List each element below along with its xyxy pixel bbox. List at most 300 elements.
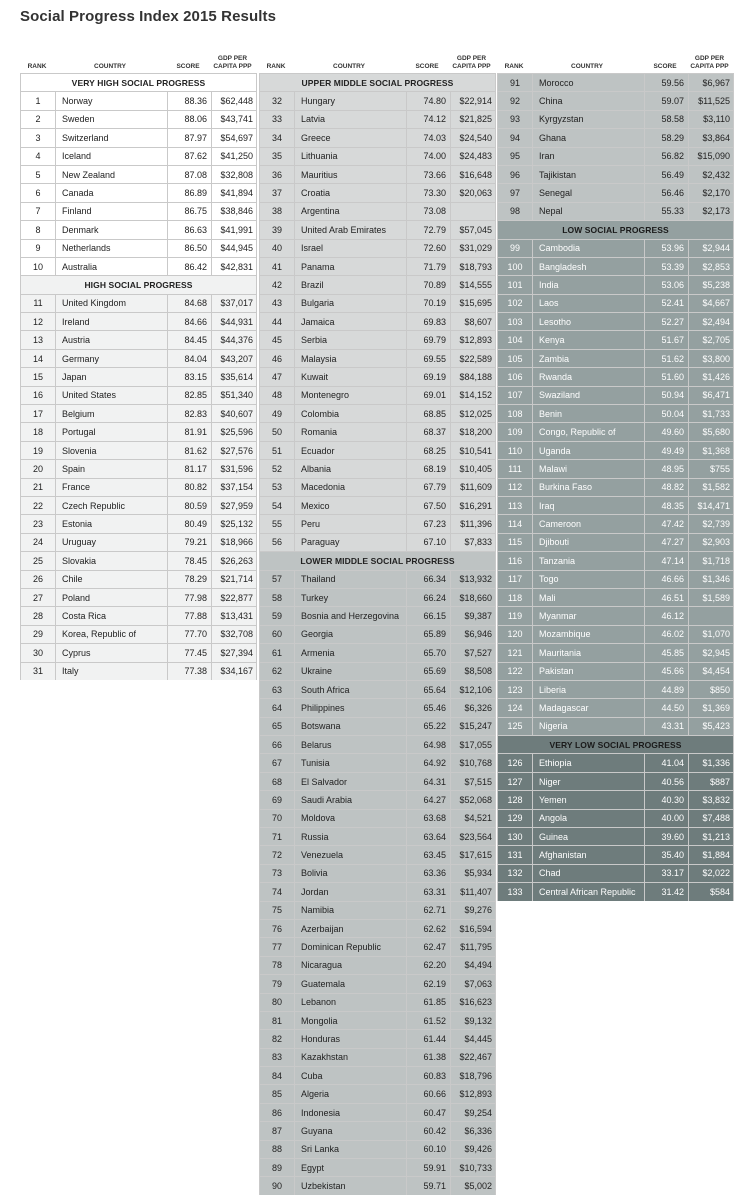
rank-cell: 58 [271,592,282,603]
country-cell: Hungary [294,92,406,109]
gdp-cell: $27,576 [211,442,256,459]
score-cell: 62.20 [406,957,450,974]
score-cell: 59.07 [644,92,688,109]
score-cell: 78.45 [167,552,211,569]
score-cell: 48.82 [644,479,688,496]
country-cell: Macedonia [294,479,406,496]
score-cell: 67.50 [406,497,450,514]
rank-cell: 65 [271,721,282,732]
score-cell: 65.70 [406,644,450,661]
rank-cell: 2 [35,114,41,125]
table-row [498,680,733,698]
score-cell: 74.03 [406,129,450,146]
country-cell: Latvia [294,111,406,128]
table-row [260,349,495,367]
table-row [498,864,733,882]
score-cell: 74.12 [406,111,450,128]
country-cell: Guyana [294,1122,406,1139]
score-cell: 78.29 [167,571,211,588]
country-cell: Georgia [294,626,406,643]
country-cell: Denmark [55,221,167,238]
score-cell: 68.37 [406,423,450,440]
score-cell: 56.82 [644,148,688,165]
rank-cell: 110 [507,445,523,456]
country-cell: Guatemala [294,975,406,992]
rank-cell: 79 [271,978,282,989]
country-cell: Congo, Republic of [532,423,644,440]
score-cell: 62.19 [406,975,450,992]
rank-cell: 32 [271,96,282,107]
table-row [260,845,495,863]
rank-cell: 68 [271,776,282,787]
gdp-cell: $25,596 [211,423,256,440]
rank-cell: 101 [507,279,523,290]
header-gdp: GDP PER CAPITA PPP [690,55,729,70]
table-row [498,827,733,845]
rank-cell: 109 [507,427,523,438]
gdp-cell: $2,705 [688,331,733,348]
table-row [498,588,733,606]
rank-cell: 71 [271,831,282,842]
score-cell: 83.15 [167,368,211,385]
score-cell: 82.85 [167,387,211,404]
gdp-cell: $5,238 [688,276,733,293]
gdp-cell [688,607,733,624]
rank-cell: 128 [507,794,523,805]
rank-cell: 27 [32,592,43,603]
gdp-cell: $38,846 [211,203,256,220]
table-row [21,239,256,257]
rank-cell: 61 [271,647,282,658]
score-cell: 67.23 [406,515,450,532]
table-row [21,386,256,404]
table-row [498,625,733,643]
rank-cell: 125 [507,721,523,732]
country-cell: Mozambique [532,626,644,643]
score-cell: 43.31 [644,718,688,735]
score-cell: 67.10 [406,534,450,551]
score-cell: 84.04 [167,350,211,367]
gdp-cell: $1,336 [688,754,733,771]
score-cell: 63.31 [406,883,450,900]
gdp-cell: $26,263 [211,552,256,569]
table-row [260,496,495,514]
rank-cell: 67 [271,758,282,769]
score-cell: 65.64 [406,681,450,698]
score-cell: 65.46 [406,699,450,716]
country-cell: Sweden [55,111,167,128]
country-cell: Ecuador [294,442,406,459]
rank-cell: 26 [32,574,43,585]
rank-cell: 69 [271,794,282,805]
rank-cell: 66 [271,739,282,750]
rank-cell: 42 [271,279,282,290]
rank-cell: 114 [507,519,523,530]
rank-cell: 3 [35,132,41,143]
gdp-cell: $12,106 [450,681,495,698]
gdp-cell: $1,589 [688,589,733,606]
gdp-cell: $850 [688,681,733,698]
table-row [21,496,256,514]
rank-cell: 93 [509,114,520,125]
country-cell: Uruguay [55,534,167,551]
country-cell: Costa Rica [55,607,167,624]
gdp-cell: $584 [688,883,733,900]
country-cell: Afghanistan [532,846,644,863]
country-cell: Indonesia [294,1104,406,1121]
rank-cell: 121 [507,647,523,658]
rank-cell: 105 [507,353,523,364]
gdp-cell: $18,793 [450,258,495,275]
score-cell: 62.47 [406,938,450,955]
table-row [498,422,733,440]
gdp-cell: $6,326 [450,699,495,716]
table-row [21,441,256,459]
rank-cell: 106 [507,371,523,382]
gdp-cell: $8,607 [450,313,495,330]
rank-cell: 118 [507,592,523,603]
country-cell: Romania [294,423,406,440]
gdp-cell: $34,167 [211,663,256,680]
score-cell: 87.62 [167,148,211,165]
gdp-cell: $2,022 [688,865,733,882]
rank-cell: 39 [271,224,282,235]
score-cell: 63.68 [406,810,450,827]
table-row [260,717,495,735]
country-cell: Kazakhstan [294,1049,406,1066]
country-cell: Botswana [294,718,406,735]
gdp-cell: $7,527 [450,644,495,661]
rank-cell: 131 [507,850,523,861]
score-cell: 65.22 [406,718,450,735]
gdp-cell: $57,045 [450,221,495,238]
country-cell: Iceland [55,148,167,165]
gdp-cell: $4,445 [450,1030,495,1047]
gdp-cell: $37,154 [211,479,256,496]
rank-cell: 84 [271,1070,282,1081]
table-row [260,772,495,790]
table-row [260,183,495,201]
score-cell: 80.49 [167,515,211,532]
country-cell: France [55,479,167,496]
score-cell: 45.66 [644,663,688,680]
table-row [21,588,256,606]
country-cell: Mexico [294,497,406,514]
country-cell: Poland [55,589,167,606]
rank-cell: 1 [35,96,41,107]
score-cell: 66.24 [406,589,450,606]
gdp-cell: $84,188 [450,368,495,385]
score-cell: 64.92 [406,754,450,771]
rank-cell: 37 [271,188,282,199]
gdp-cell: $3,800 [688,350,733,367]
rank-cell: 127 [507,776,523,787]
country-cell: Albania [294,460,406,477]
rank-cell: 53 [271,482,282,493]
gdp-cell: $31,029 [450,240,495,257]
score-cell: 52.27 [644,313,688,330]
score-cell: 59.56 [644,74,688,91]
country-cell: Azerbaijan [294,920,406,937]
gdp-cell: $1,582 [688,479,733,496]
gdp-cell: $17,055 [450,736,495,753]
gdp-cell: $44,945 [211,240,256,257]
country-cell: Moldova [294,810,406,827]
gdp-cell: $9,426 [450,1141,495,1158]
gdp-cell: $6,471 [688,387,733,404]
score-cell: 60.66 [406,1085,450,1102]
score-cell: 63.64 [406,828,450,845]
country-cell: Ghana [532,129,644,146]
score-cell: 51.67 [644,331,688,348]
rank-cell: 107 [507,390,523,401]
score-cell: 63.45 [406,846,450,863]
table-row [260,165,495,183]
gdp-cell: $2,173 [688,203,733,220]
table-row [498,662,733,680]
rank-cell: 123 [507,684,523,695]
score-cell: 69.83 [406,313,450,330]
table-row [21,625,256,643]
country-cell: Lithuania [294,148,406,165]
table-row [21,551,256,569]
table-row [260,367,495,385]
table-row [21,478,256,496]
country-cell: Djibouti [532,534,644,551]
table-row [260,570,495,588]
country-cell: United Arab Emirates [294,221,406,238]
country-cell: Nigeria [532,718,644,735]
score-cell: 46.12 [644,607,688,624]
rank-cell: 116 [507,555,523,566]
table-row [260,294,495,312]
gdp-cell: $5,423 [688,718,733,735]
table-row [260,588,495,606]
page-title: Social Progress Index 2015 Results [20,8,277,25]
table-row [498,349,733,367]
header-score: SCORE [415,63,439,70]
gdp-cell: $7,063 [450,975,495,992]
gdp-cell: $18,796 [450,1067,495,1084]
table-row [498,753,733,771]
tier-header-lm: LOWER MIDDLE SOCIAL PROGRESS [260,551,495,569]
country-cell: Swaziland [532,387,644,404]
country-cell: Kuwait [294,368,406,385]
score-cell: 53.06 [644,276,688,293]
table-row [260,753,495,771]
score-cell: 40.00 [644,810,688,827]
table-row [260,220,495,238]
table-row [260,735,495,753]
table-row [260,533,495,551]
score-cell: 44.89 [644,681,688,698]
score-cell: 60.10 [406,1141,450,1158]
gdp-cell: $44,376 [211,331,256,348]
score-cell: 66.15 [406,607,450,624]
table-row [498,404,733,422]
gdp-cell: $1,718 [688,552,733,569]
table-row [21,330,256,348]
score-cell: 47.27 [644,534,688,551]
country-cell: Switzerland [55,129,167,146]
score-cell: 62.62 [406,920,450,937]
country-cell: Philippines [294,699,406,716]
rank-cell: 73 [271,868,282,879]
score-cell: 73.08 [406,203,450,220]
rank-cell: 41 [271,261,282,272]
rank-cell: 22 [32,500,43,511]
table-row [260,901,495,919]
country-cell: Uganda [532,442,644,459]
score-cell: 49.60 [644,423,688,440]
score-cell: 68.85 [406,405,450,422]
country-cell: Ethiopia [532,754,644,771]
score-cell: 64.31 [406,773,450,790]
gdp-cell: $22,589 [450,350,495,367]
country-cell: Madagascar [532,699,644,716]
rank-cell: 97 [509,188,520,199]
table-row [260,478,495,496]
country-cell: Mongolia [294,1012,406,1029]
rank-cell: 124 [507,702,523,713]
score-cell: 77.98 [167,589,211,606]
table-row [21,294,256,312]
table-row [21,183,256,201]
country-cell: Angola [532,810,644,827]
score-cell: 68.25 [406,442,450,459]
gdp-cell: $24,540 [450,129,495,146]
gdp-cell: $37,017 [211,295,256,312]
score-cell: 46.51 [644,589,688,606]
gdp-cell: $10,541 [450,442,495,459]
table-row [498,257,733,275]
table-row [260,827,495,845]
country-cell: Rwanda [532,368,644,385]
table-row [498,772,733,790]
table-column-1 [20,38,257,680]
country-cell: United Kingdom [55,295,167,312]
rank-cell: 82 [271,1034,282,1044]
gdp-cell: $51,340 [211,387,256,404]
table-row [260,1158,495,1176]
gdp-cell: $21,714 [211,571,256,588]
table-row [498,698,733,716]
table-row [260,698,495,716]
table-row [498,386,733,404]
rank-cell: 98 [509,206,520,217]
country-cell: Belgium [55,405,167,422]
rank-cell: 7 [35,206,41,217]
score-cell: 49.49 [644,442,688,459]
table-row [260,864,495,882]
score-cell: 80.59 [167,497,211,514]
gdp-cell: $42,831 [211,258,256,275]
score-cell: 84.66 [167,313,211,330]
score-cell: 73.66 [406,166,450,183]
rank-cell: 43 [271,298,282,309]
gdp-cell: $887 [688,773,733,790]
country-cell: Sri Lanka [294,1141,406,1158]
country-cell: Cameroon [532,515,644,532]
score-cell: 31.42 [644,883,688,900]
gdp-cell: $2,944 [688,240,733,257]
country-cell: Bulgaria [294,295,406,312]
rank-cell: 25 [32,555,43,566]
country-cell: Brazil [294,276,406,293]
gdp-cell: $1,070 [688,626,733,643]
header-rank: RANK [27,63,47,70]
rank-cell: 122 [507,666,523,677]
country-cell: Senegal [532,184,644,201]
header-score: SCORE [176,63,200,70]
score-cell: 50.94 [644,387,688,404]
rank-cell: 36 [271,169,282,180]
table-row [260,459,495,477]
country-cell: Japan [55,368,167,385]
country-cell: Nepal [532,203,644,220]
score-cell: 47.14 [644,552,688,569]
table-row [498,496,733,514]
rank-cell: 5 [35,169,41,180]
score-cell: 82.83 [167,405,211,422]
rank-cell: 48 [271,390,282,401]
rank-cell: 31 [32,666,43,677]
country-cell: Central African Republic [532,883,644,900]
table-row [260,257,495,275]
gdp-cell: $13,932 [450,571,495,588]
country-cell: Chile [55,571,167,588]
country-cell: Zambia [532,350,644,367]
table-row [21,459,256,477]
gdp-cell: $5,934 [450,865,495,882]
table-row [21,220,256,238]
rank-cell: 44 [271,316,282,327]
rank-cell: 85 [271,1089,282,1100]
country-cell: Australia [55,258,167,275]
rank-cell: 13 [32,335,43,346]
gdp-cell: $27,394 [211,644,256,661]
table-row [21,404,256,422]
score-cell: 81.91 [167,423,211,440]
gdp-cell: $7,488 [688,810,733,827]
rank-cell: 57 [271,574,282,585]
table-row [498,514,733,532]
country-cell: Chad [532,865,644,882]
score-cell: 59.71 [406,1177,450,1194]
rank-cell: 119 [507,611,523,622]
rank-cell: 59 [271,611,282,622]
table-row [260,993,495,1011]
gdp-cell: $11,795 [450,938,495,955]
country-cell: Lesotho [532,313,644,330]
rank-cell: 50 [271,427,282,438]
rank-cell: 6 [35,188,41,199]
country-cell: El Salvador [294,773,406,790]
table-row [498,312,733,330]
rank-cell: 108 [507,408,523,419]
country-cell: Iran [532,148,644,165]
country-cell: China [532,92,644,109]
table-row [260,662,495,680]
country-cell: Algeria [294,1085,406,1102]
rank-cell: 14 [32,353,43,364]
column-header-row [259,38,496,73]
rank-cell: 17 [32,408,43,419]
rank-cell: 11 [33,298,43,309]
rank-cell: 70 [271,813,282,824]
rank-cell: 28 [32,611,43,622]
score-cell: 53.39 [644,258,688,275]
